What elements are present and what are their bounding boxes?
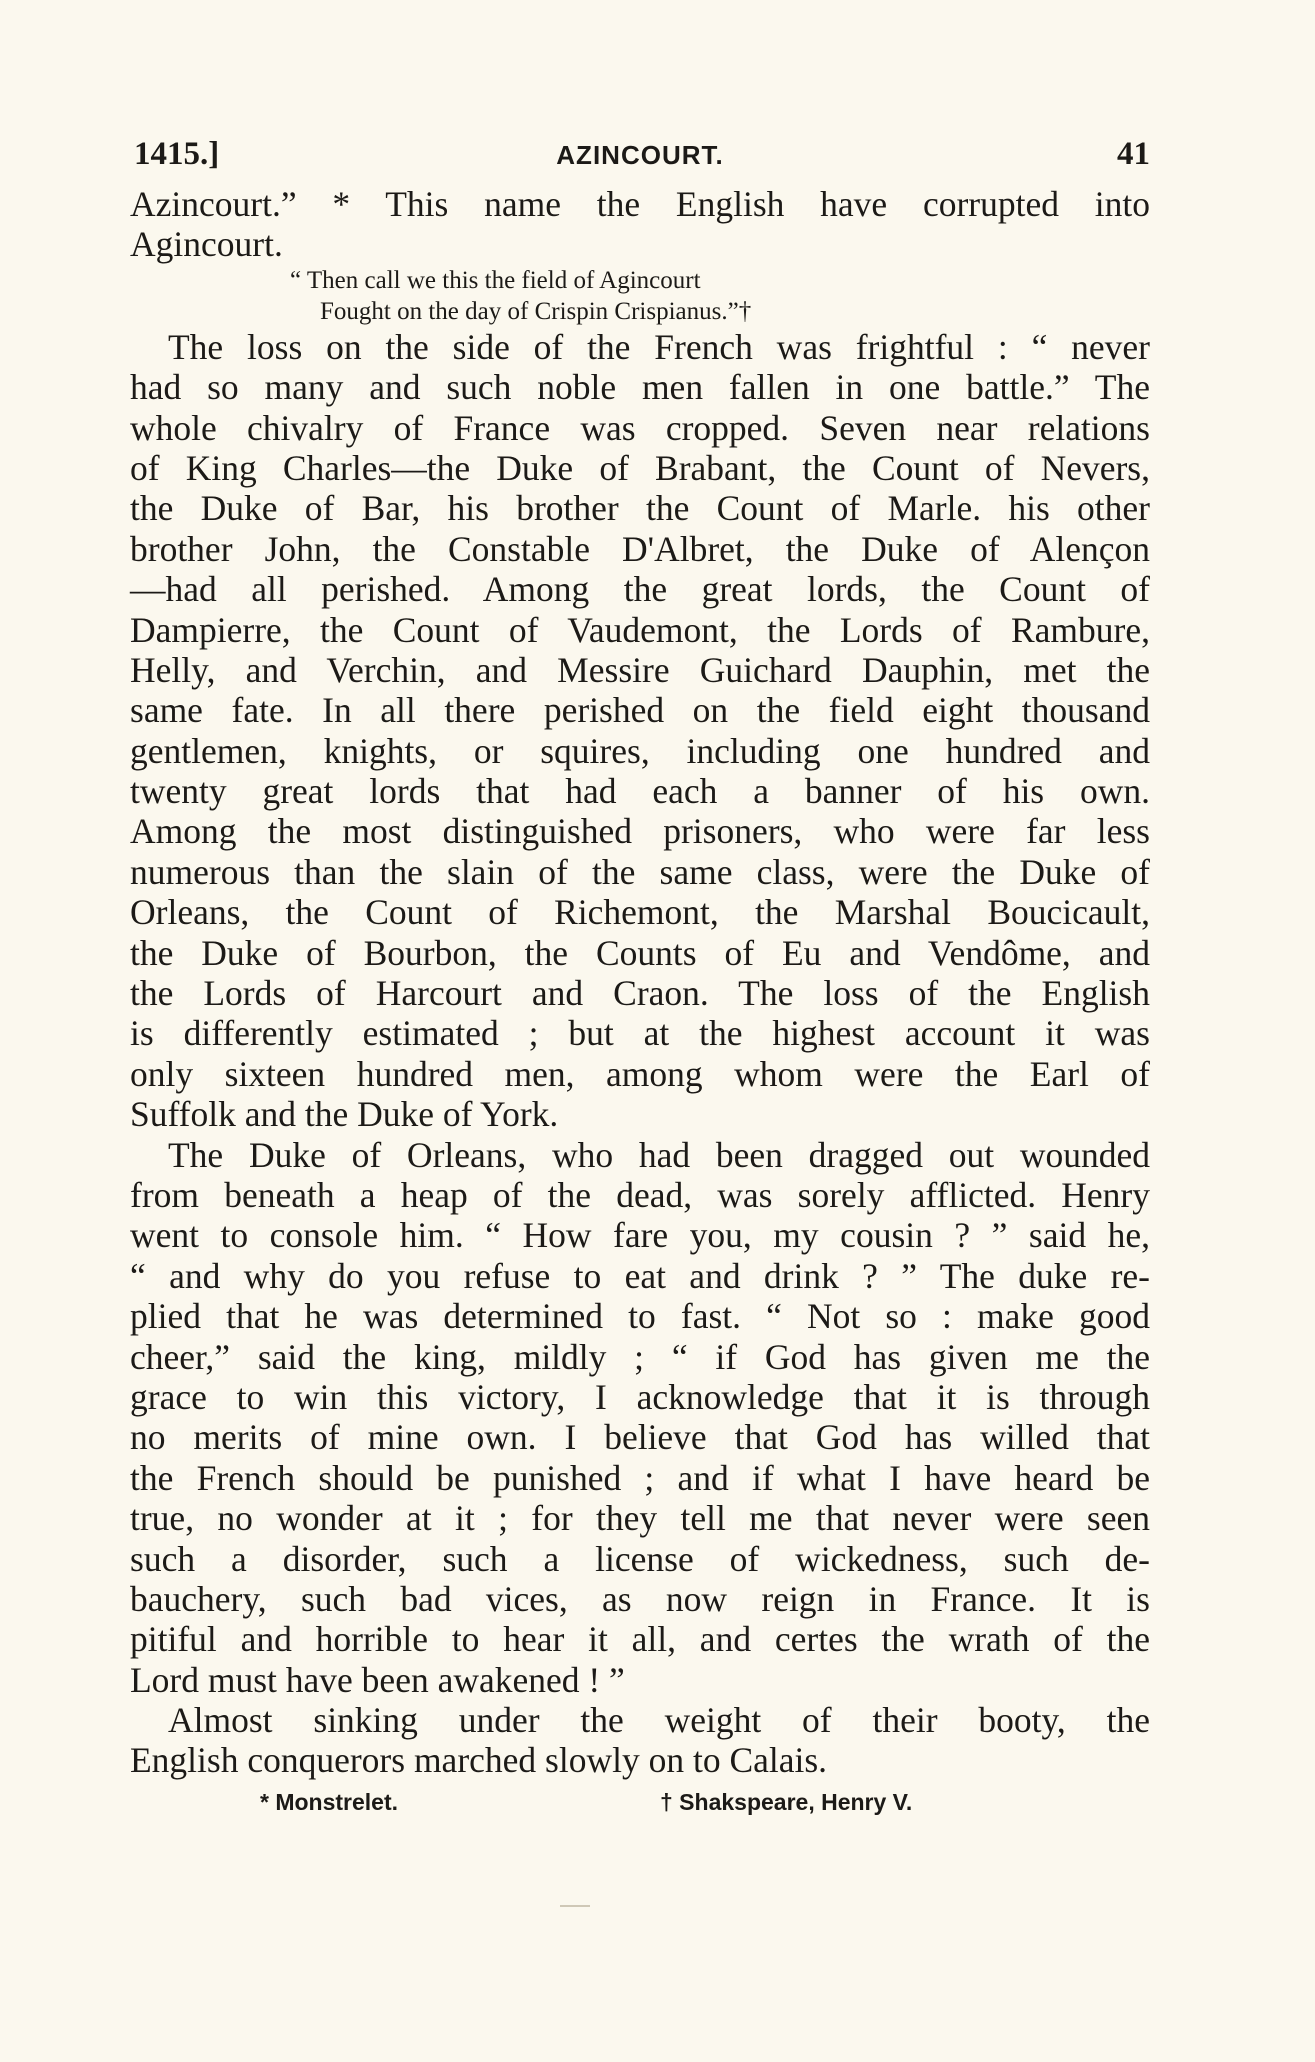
- text-line: the Lords of Harcourt and Craon. The loss of the English: [130, 973, 1150, 1014]
- text-line: gentlemen, knights, or squires, including one hundred and: [130, 730, 1150, 771]
- text-line: from beneath a heap of the dead, was sorely afflicted. Henry: [130, 1174, 1150, 1215]
- text-line: true, no wonder at it ; for they tell me that never were seen: [130, 1498, 1150, 1539]
- text-line: Agincourt.: [130, 224, 283, 265]
- text-line: had so many and such noble men fallen in one battle.” The: [130, 367, 1150, 408]
- text-line: pitiful and horrible to hear it all, and certes the wrath of the: [130, 1619, 1150, 1660]
- text-line: cheer,” said the king, mildly ; “ if God has given me the: [130, 1336, 1150, 1377]
- text-line: “ and why do you refuse to eat and drink ? ” The duke re-: [130, 1255, 1150, 1296]
- text-line: plied that he was determined to fast. “ Not so : make good: [130, 1296, 1150, 1337]
- text-line: of King Charles—the Duke of Brabant, the Count of Nevers,: [130, 447, 1150, 488]
- text-line: no merits of mine own. I believe that God has willed that: [130, 1417, 1150, 1458]
- text-line: is differently estimated ; but at the highest account it was: [130, 1013, 1150, 1054]
- text-line: such a disorder, such a license of wickedness, such de-: [130, 1538, 1150, 1579]
- header-page-number: 41: [1117, 136, 1150, 172]
- text-line: numerous than the slain of the same class, were the Duke of: [130, 851, 1150, 892]
- footnotes: [130, 1783, 1150, 1823]
- text-line: brother John, the Constable D'Albret, the Duke of Alençon: [130, 528, 1150, 569]
- text-line: —had all perished. Among the great lords, the Count of: [130, 569, 1150, 610]
- text-line: Azincourt.” * This name the English have corrupted into: [130, 184, 1150, 224]
- text-line: The loss on the side of the French was frightful : “ never: [168, 326, 1150, 367]
- text-line: Lord must have been awakened ! ”: [130, 1659, 625, 1700]
- text-line: the French should be punished ; and if what I have heard be: [130, 1457, 1150, 1498]
- verse-line: Fought on the day of Crispin Crispianus.”†: [320, 297, 752, 325]
- text-line: the Duke of Bar, his brother the Count of Marle. his other: [130, 488, 1150, 529]
- verse-line: “ Then call we this the field of Agincourt: [290, 266, 701, 294]
- header-year: 1415.]: [134, 136, 220, 172]
- running-header: [130, 130, 1150, 176]
- text-line: same fate. In all there perished on the field eight thousand: [130, 690, 1150, 731]
- text-line: twenty great lords that had each a banner of his own.: [130, 771, 1150, 812]
- text-line: The Duke of Orleans, who had been dragged out wounded: [168, 1134, 1150, 1175]
- text-line: Dampierre, the Count of Vaudemont, the Lords of Rambure,: [130, 609, 1150, 650]
- footnote-monstrelet: * Monstrelet.: [260, 1788, 399, 1815]
- text-line: only sixteen hundred men, among whom were the Earl of: [130, 1053, 1150, 1094]
- text-line: Almost sinking under the weight of their booty, the: [168, 1700, 1150, 1741]
- text-line: bauchery, such bad vices, as now reign in France. It is: [130, 1578, 1150, 1619]
- paper-mark: [560, 1905, 590, 1907]
- text-line: Among the most distinguished prisoners, who were far less: [130, 811, 1150, 852]
- text-line: Helly, and Verchin, and Messire Guichard Dauphin, met the: [130, 649, 1150, 690]
- text-line: the Duke of Bourbon, the Counts of Eu and Vendôme, and: [130, 932, 1150, 973]
- text-line: English conquerors marched slowly on to Calais.: [130, 1740, 828, 1781]
- footnote-shakspeare: † Shakspeare, Henry V.: [660, 1788, 913, 1815]
- text-line: Suffolk and the Duke of York.: [130, 1094, 559, 1135]
- book-page: [130, 130, 1150, 1823]
- header-title: AZINCOURT.: [556, 140, 724, 170]
- text-line: grace to win this victory, I acknowledge that it is through: [130, 1376, 1150, 1417]
- text-line: went to console him. “ How fare you, my cousin ? ” said he,: [130, 1215, 1150, 1256]
- text-line: whole chivalry of France was cropped. Seven near relations: [130, 407, 1150, 448]
- body-text: [130, 184, 1150, 1781]
- text-line: Orleans, the Count of Richemont, the Marshal Boucicault,: [130, 892, 1150, 933]
